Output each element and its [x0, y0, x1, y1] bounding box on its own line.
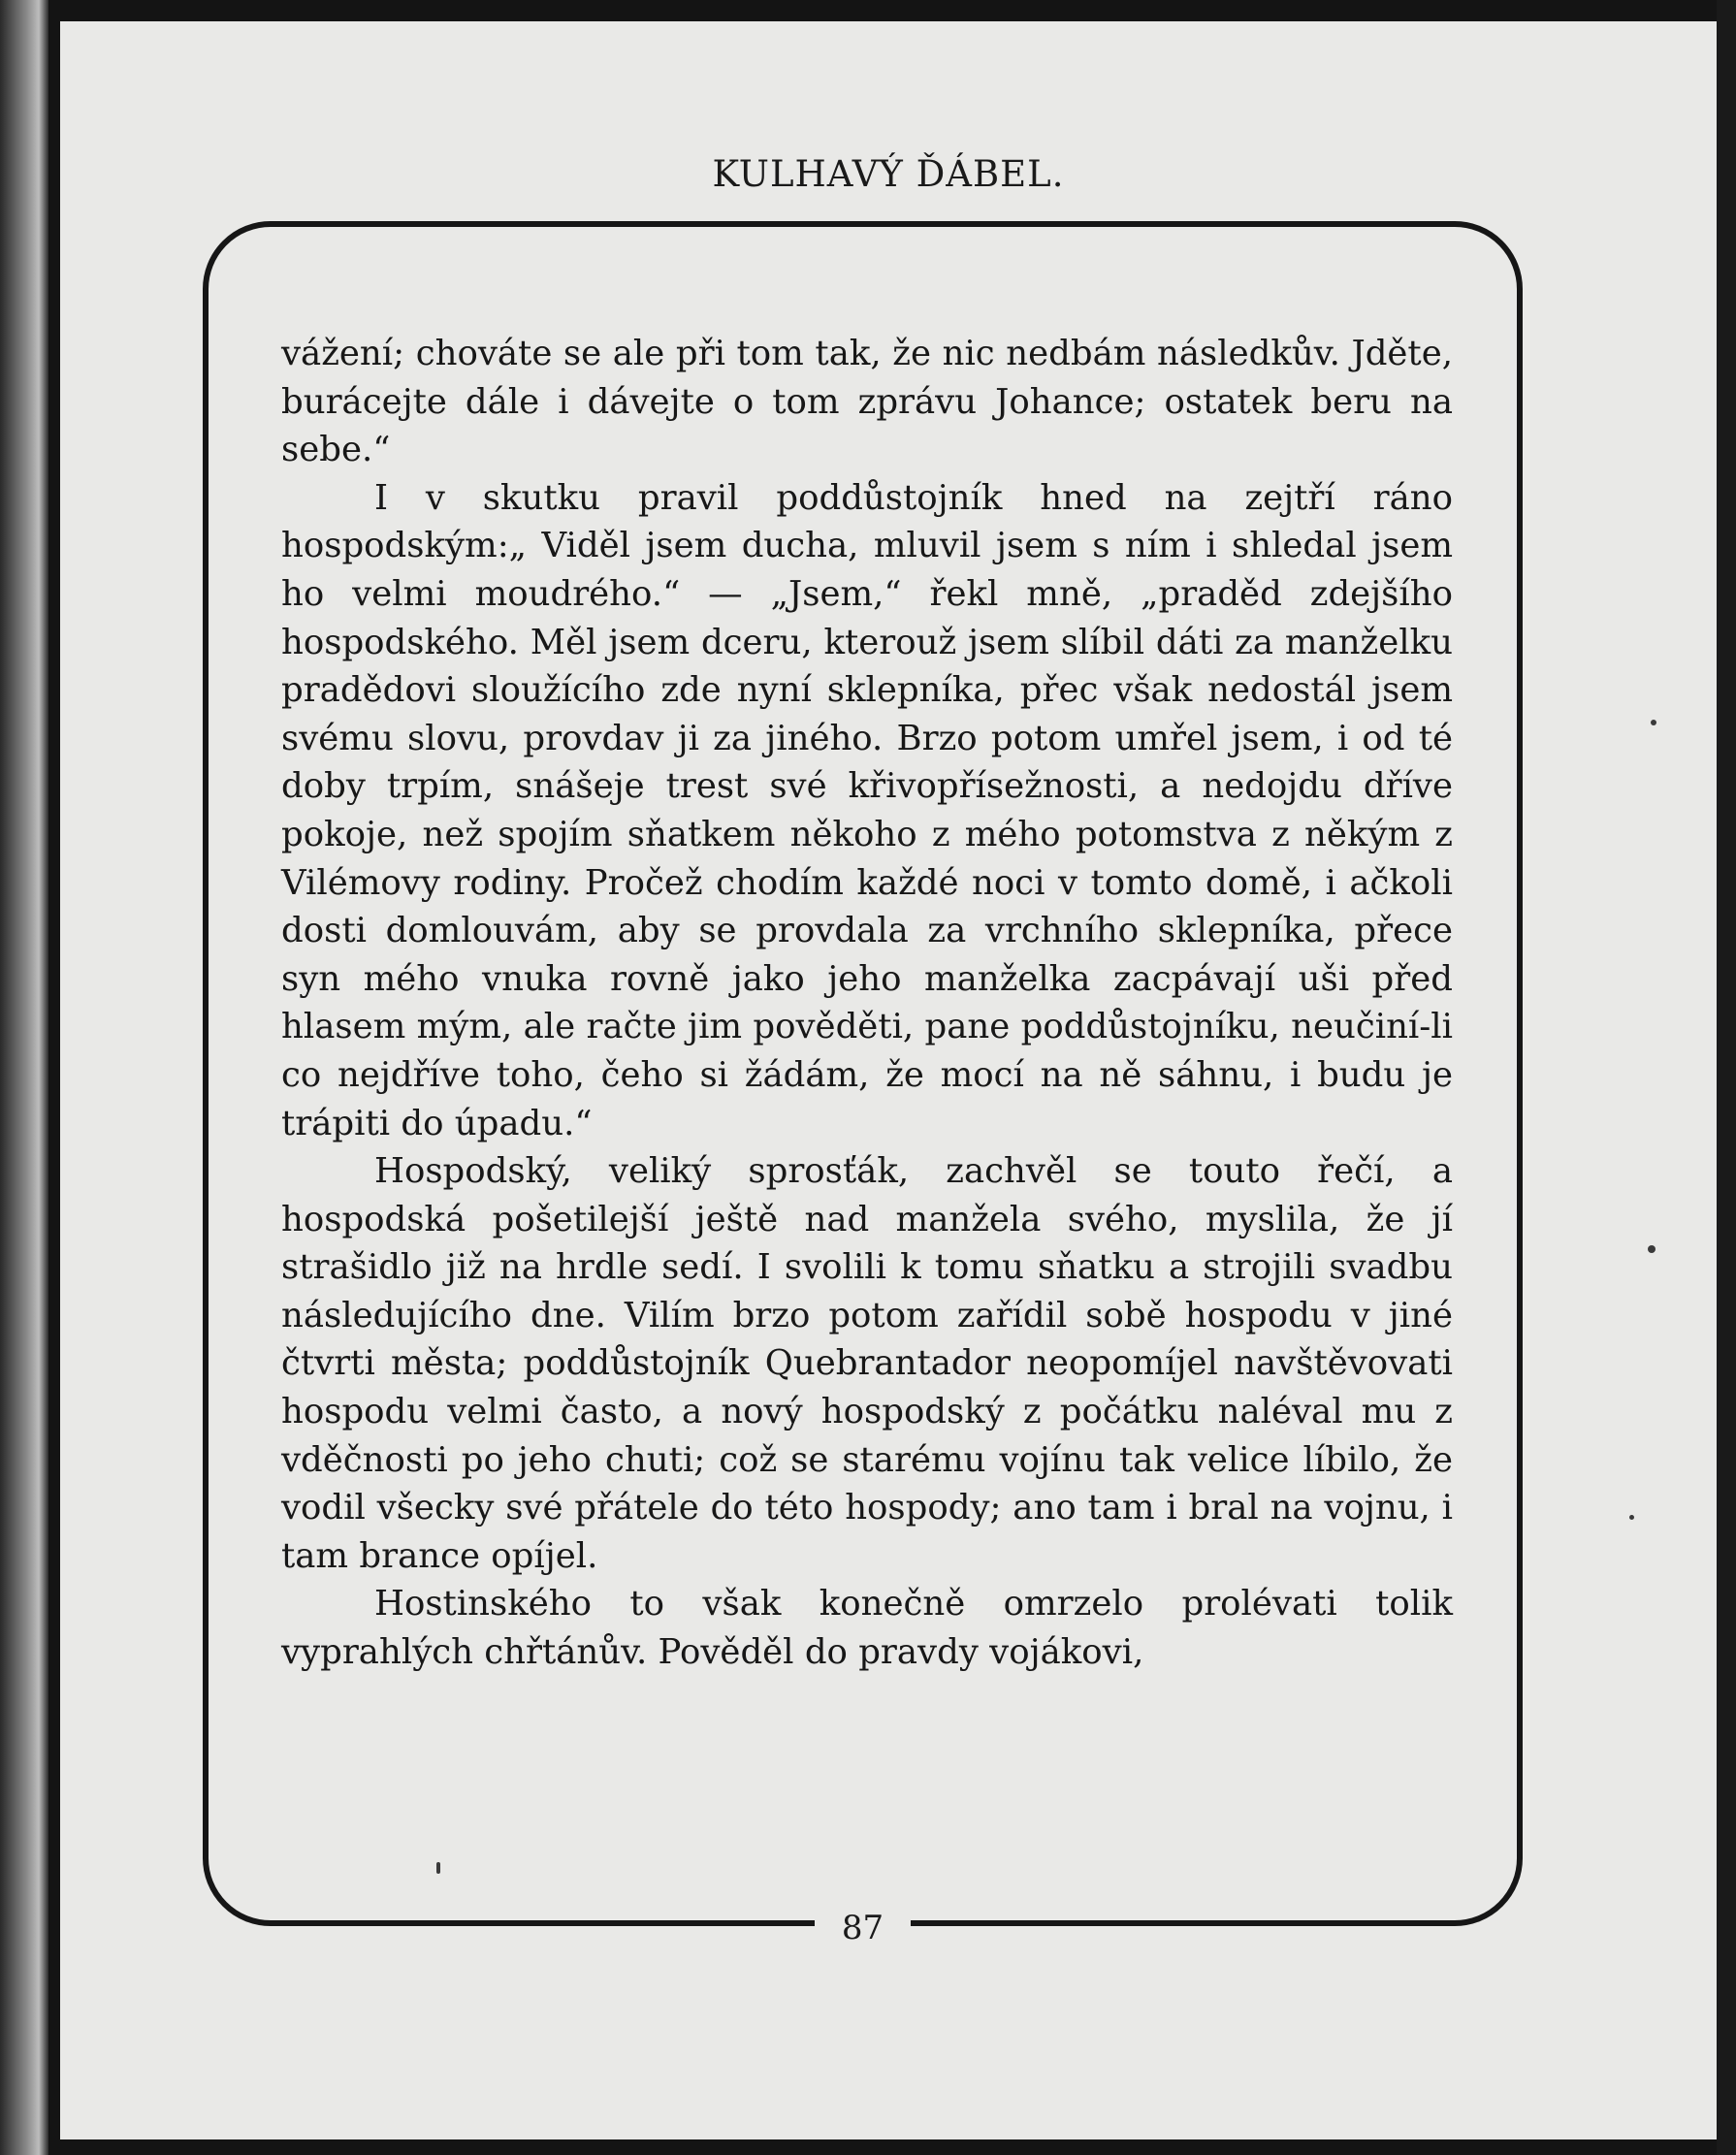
body-text: [281, 330, 1453, 1677]
page-number: 87: [815, 1909, 911, 1947]
paragraph: I v skutku pravil poddůstojník hned na zejtří ráno hospodským:„ Viděl jsem ducha, mluvil jsem s ním i shledal jsem ho velmi moudrého.“ — „Jsem,“ řekl mně, „praděd zdejšího hospodského. Měl jsem dceru, kterouž jsem slíbil dáti za manželku pradědovi sloužícího zde nyní sklepníka, přec však nedostál jsem svému slovu, provdav ji za jiného. Brzo potom umřel jsem, i od té doby trpím, snášeje trest své křivopřísežnosti, a nedojdu dříve pokoje, než spojím sňatkem někoho z mého potomstva z někým z Vilémovy rodiny. Pročež chodím každé noci v tomto domě, i ačkoli dosti domlouvám, aby se provdala za vrchního sklepníka, přece syn mého vnuka rovně jako jeho manželka zacpávají uši před hlasem mým, ale račte jim pověděti, pane poddůstojníku, neučiní-li co nejdříve toho, čeho si žádám, že mocí na ně sáhnu, i budu je trápiti do úpadu.“: [281, 477, 1453, 1143]
paragraph: Hospodský, veliký sprosťák, zachvěl se touto řečí, a hospodská pošetilejší ještě nad manžela svého, myslila, že jí strašidlo již na hrdle sedí. I svolili k tomu sňatku a strojili svadbu následujícího dne. Vilím brzo potom zařídil sobě hospodu v jiné čtvrti města; poddůstojník Quebrantador neopomíjel navštěvovati hospodu velmi často, a nový hospodský z počátku naléval mu z vděčnosti po jeho chuti; což se starému vojínu tak velice líbilo, že vodil všecky své přátele do této hospody; ano tam i bral na vojnu, i tam brance opíjel.: [281, 1151, 1453, 1576]
book-page: [60, 21, 1717, 2139]
print-speck: [436, 1862, 440, 1874]
book-spine-edge: [0, 0, 48, 2155]
paragraph: Hostinského to však konečně omrzelo prolévati tolik vyprahlých chřtánův. Pověděl do pravdy vojákovi,: [281, 1584, 1453, 1673]
print-speck: [1651, 720, 1656, 725]
folio-area: [203, 1909, 1523, 1947]
running-head: KULHAVÝ ĎÁBEL.: [712, 153, 1065, 195]
print-speck: [1629, 1515, 1634, 1520]
paragraph-continuation: vážení; chováte se ale při tom tak, že nic nedbám následkův. Jděte, burácejte dále i dávejte o tom zprávu Johance; ostatek beru na sebe.“: [281, 334, 1453, 470]
book-right-edge: [1717, 0, 1736, 2155]
print-speck: [1648, 1245, 1656, 1253]
